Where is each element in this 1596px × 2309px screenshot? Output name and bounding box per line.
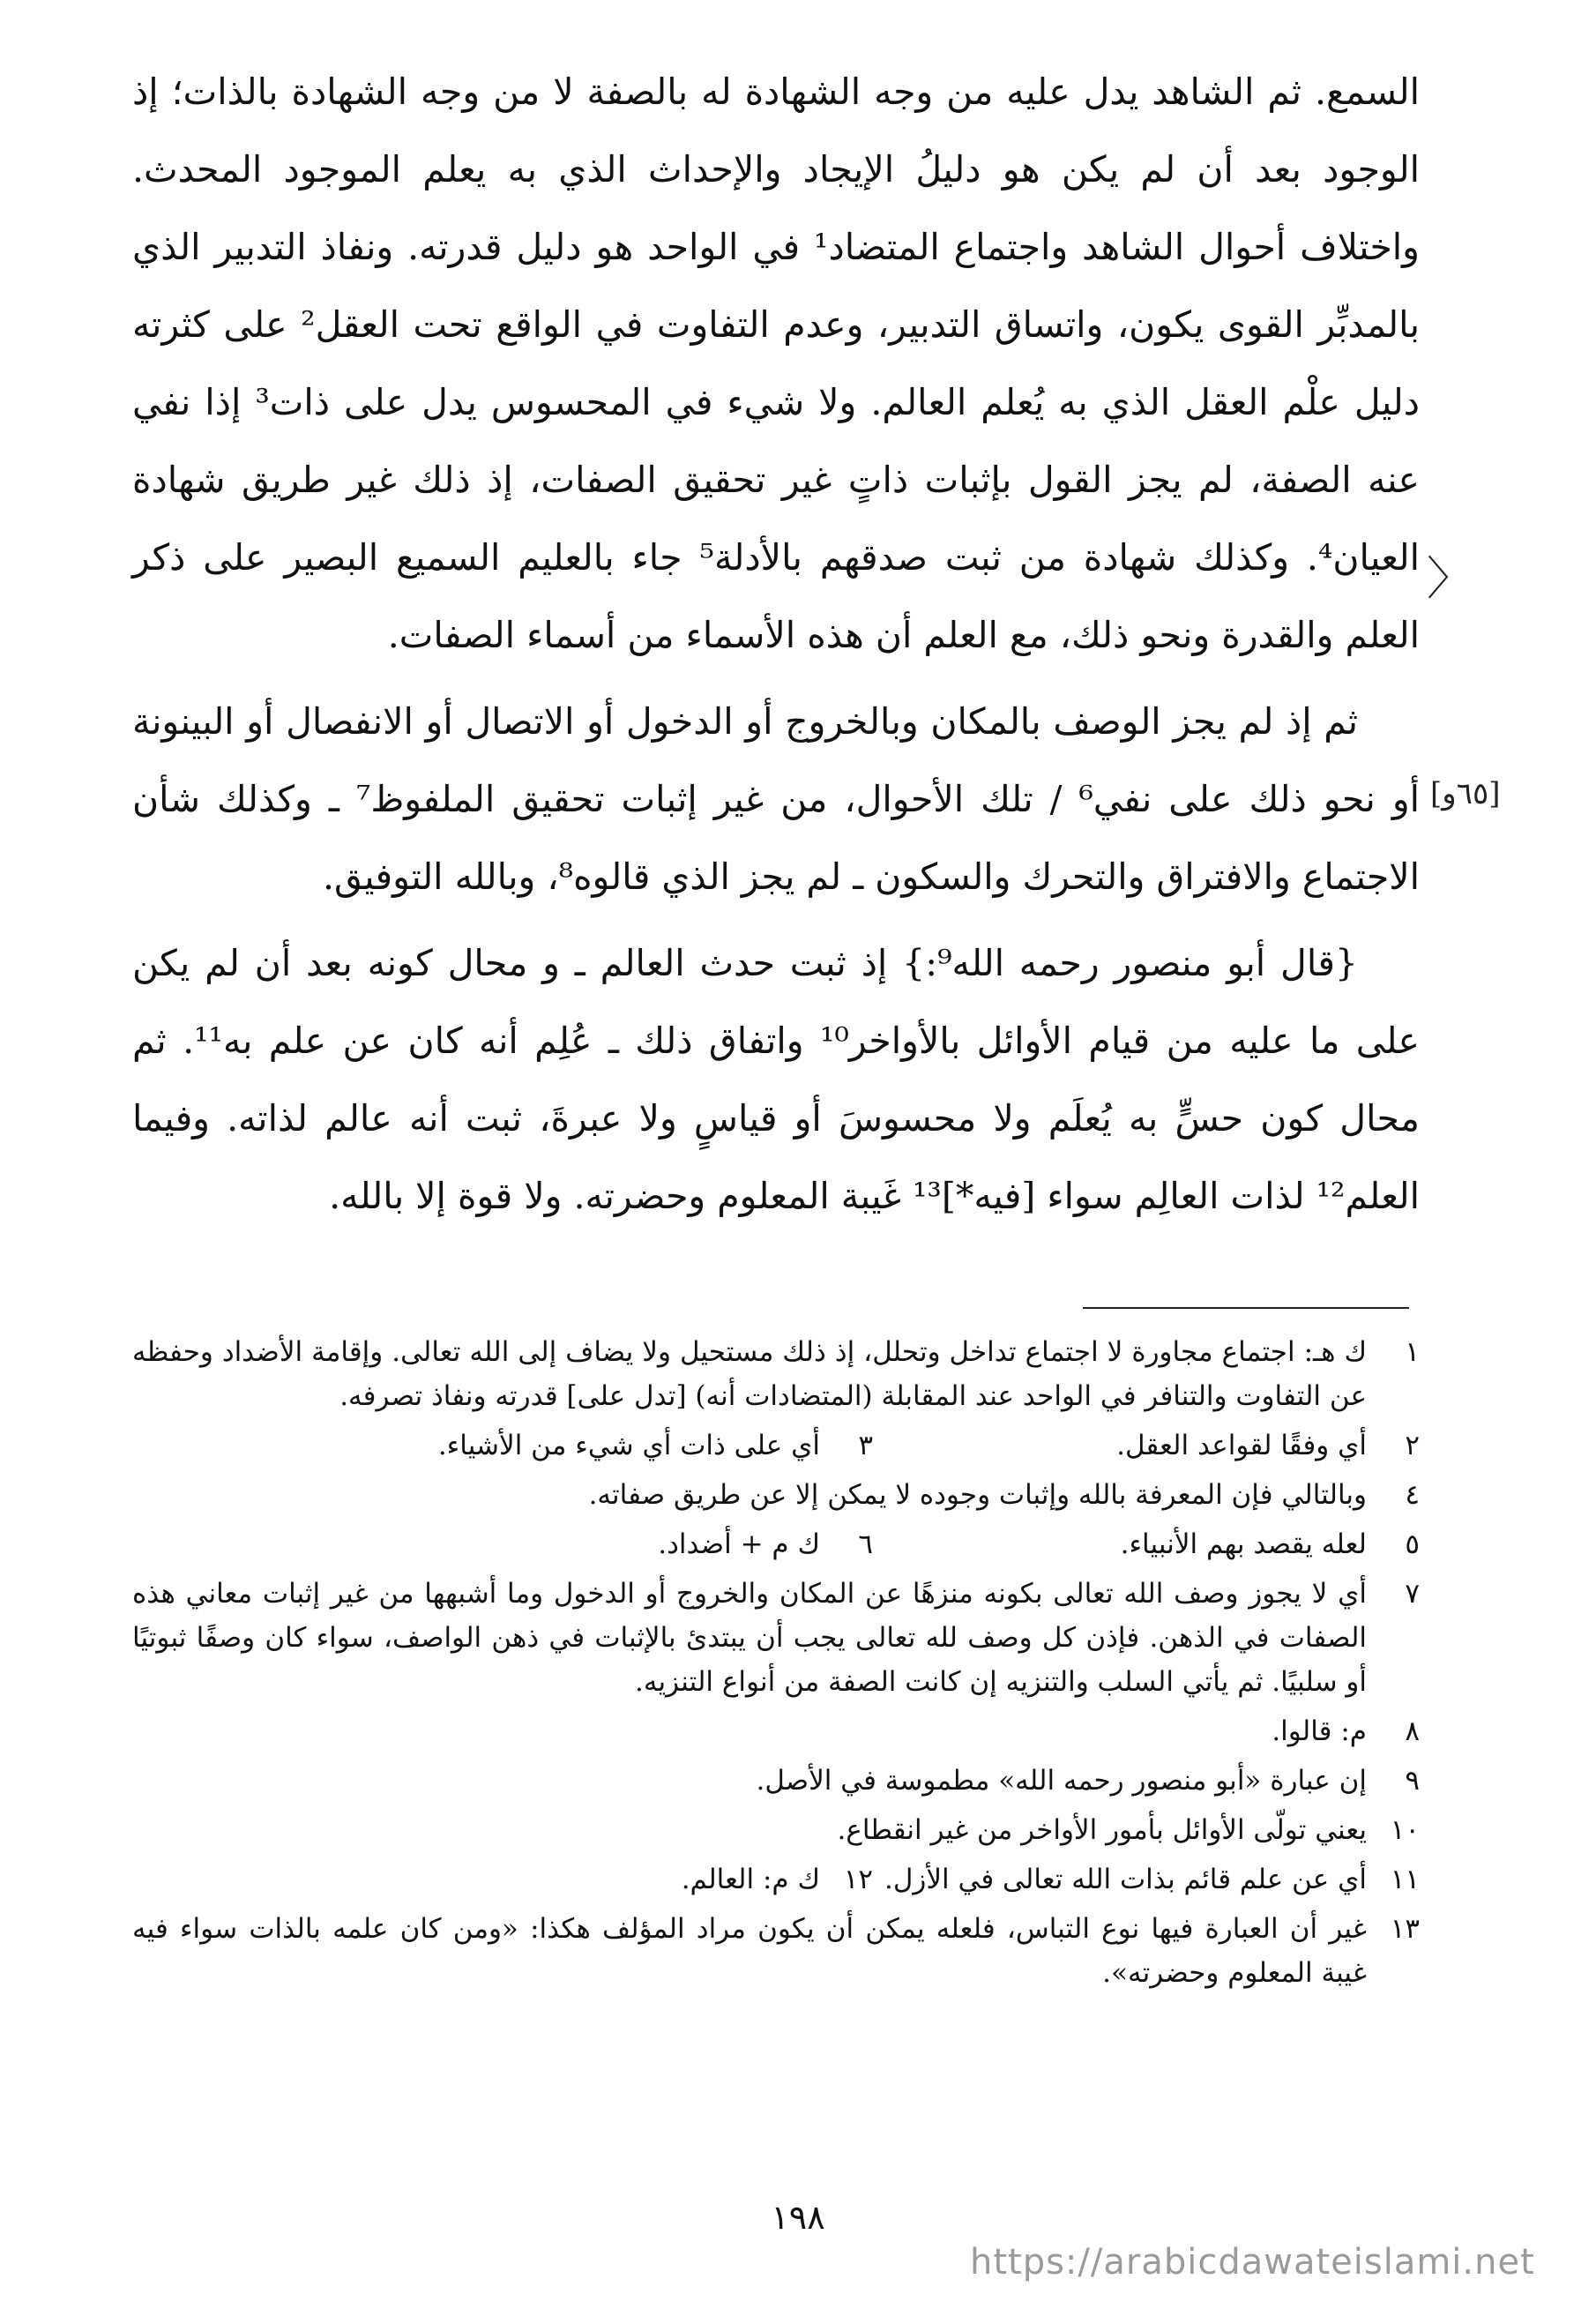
- footnote-number: ١١: [1390, 1864, 1420, 1895]
- footnote-text: أي عن علم قائم بذات الله تعالى في الأزل.: [884, 1864, 1367, 1895]
- footnote-text: م: قالوا.: [1272, 1715, 1367, 1747]
- footnote-8: [132, 1709, 1420, 1753]
- footnote-number: ١٣: [1390, 1913, 1420, 1945]
- footnote-number: ١٢: [843, 1864, 873, 1895]
- footnote-number: ٣: [858, 1430, 873, 1461]
- footnote-number: ٨: [1405, 1715, 1420, 1747]
- paragraph-3: {قال أبو منصور رحمه الله⁹:} إذ ثبت حدث العالم ـ و محال كونه بعد أن لم يكن على ما عليه من قيام الأوائل بالأواخر¹⁰ واتفاق ذلك ـ عُلِم أنه كان عن علم به¹¹. ثم محال كون حسٍّ به يُعلَم ولا محسوسَ أو قياسٍ ولا عبرةَ، ثبت أنه عالم لذاته. وفيما العلم¹² لذات العالِم سواء [فيه*]¹³ غَيبة المعلوم وحضرته. ولا قوة إلا بالله.: [132, 942, 1421, 1217]
- footnote-separator: [1083, 1307, 1409, 1309]
- footnote-13: [132, 1907, 1420, 1995]
- margin-bracket-mark: 〉: [1427, 553, 1473, 606]
- footnote-text: يعني تولّى الأوائل بأمور الأواخر من غير انقطاع.: [837, 1814, 1367, 1846]
- footnote-4: [132, 1473, 1420, 1517]
- footnote-number: ٦: [858, 1528, 873, 1560]
- footnote-10: [132, 1808, 1420, 1852]
- footnote-11-12: [132, 1857, 1420, 1902]
- footnote-number: ١: [1405, 1336, 1420, 1368]
- footnote-text: ك م + أضداد.: [658, 1528, 820, 1560]
- footnote-text: لعله يقصد بهم الأنبياء.: [1120, 1528, 1367, 1560]
- footnote-text: أي لا يجوز وصف الله تعالى بكونه منزهًا عن المكان والخروج أو الدخول وما أشبهها من غير إثبات معاني هذه الصفات في الذهن. فإذن كل وصف لله تعالى يجب أن يبتدئ بالإثبات في ذهن الواصف، سواء كان وصفًا ثبوتيًا أو سلبيًا. ثم يأتي السلب والتنزيه إن كانت الصفة من أنواع التنزيه.: [132, 1578, 1367, 1698]
- footnote-number: ٥: [1405, 1528, 1420, 1560]
- footnote-number: ٤: [1405, 1479, 1420, 1511]
- footnote-number: ٧: [1405, 1578, 1420, 1610]
- footnote-text: أي وفقًا لقواعد العقل.: [1116, 1430, 1367, 1461]
- main-text: [132, 53, 1420, 1244]
- paragraph-1: السمع. ثم الشاهد يدل عليه من وجه الشهادة له بالصفة لا من وجه الشهادة بالذات؛ إذ الوجود بعد أن لم يكن هو دليلُ الإيجاد والإحداث الذي به يعلم الموجود المحدث. واختلاف أحوال الشاهد واجتماع المتضاد¹ في الواحد هو دليل قدرته. ونفاذ التدبير الذي بالمدبِّر القوى يكون، واتساق التدبير، وعدم التفاوت في الواقع تحت العقل² على كثرته دليل علْم العقل الذي به يُعلم العالم. ولا شيء في المحسوس يدل على ذات³ إذا نفي عنه الصفة، لم يجز القول بإثبات ذاتٍ غير تحقيق الصفات، إذ ذلك غير طريق شهادة العيان⁴. وكذلك شهادة من ثبت صدقهم بالأدلة⁵ جاء بالعليم السميع البصير على ذكر العلم والقدرة ونحو ذلك، مع العلم أن هذه الأسماء من أسماء الصفات.: [132, 71, 1420, 656]
- footnote-number: ٢: [1405, 1430, 1420, 1461]
- footnote-number: ١٠: [1390, 1814, 1420, 1846]
- watermark-url: https://arabicdawateislami.net: [970, 2242, 1535, 2283]
- footnote-number: ٩: [1405, 1765, 1420, 1797]
- footnote-text: إن عبارة «أبو منصور رحمه الله» مطموسة في الأصل.: [756, 1765, 1367, 1797]
- footnotes: [132, 1330, 1420, 2000]
- footnote-text: غير أن العبارة فيها نوع التباس، فلعله يمكن أن يكون مراد المؤلف هكذا: «ومن كان علمه بالذات سواء فيه غيبة المعلوم وحضرته».: [132, 1913, 1367, 1989]
- footnote-5-6: [132, 1522, 1420, 1566]
- footnote-1: [132, 1330, 1420, 1418]
- footnote-9: [132, 1759, 1420, 1803]
- footnote-text: ك هـ: اجتماع مجاورة لا اجتماع تداخل وتحلل، إذ ذلك مستحيل ولا يضاف إلى الله تعالى. وإقامة الأضداد وحفظه عن التفاوت والتنافر في الواحد عند المقابلة (المتضادات أنه) [تدل على] قدرته ونفاذ تصرفه.: [132, 1336, 1367, 1412]
- footnote-2-3: [132, 1424, 1420, 1468]
- page-number: ١٩٨: [771, 2198, 825, 2237]
- paragraph-2: ثم إذ لم يجز الوصف بالمكان وبالخروج أو الدخول أو الاتصال أو الانفصال أو البينونة أو نحو ذلك على نفي⁶ / تلك الأحوال، من غير إثبات تحقيق الملفوظ⁷ ـ وكذلك شأن الاجتماع والافتراق والتحرك والسكون ـ لم يجز الذي قالوه⁸، وبالله التوفيق.: [132, 700, 1421, 898]
- footnote-text: ك م: العالم.: [681, 1864, 820, 1895]
- folio-reference: [٦٥و]: [1430, 776, 1501, 811]
- footnote-text: وبالتالي فإن المعرفة بالله وإثبات وجوده لا يمكن إلا عن طريق صفاته.: [588, 1479, 1367, 1511]
- footnote-text: أي على ذات أي شيء من الأشياء.: [437, 1430, 820, 1461]
- footnote-7: [132, 1572, 1420, 1704]
